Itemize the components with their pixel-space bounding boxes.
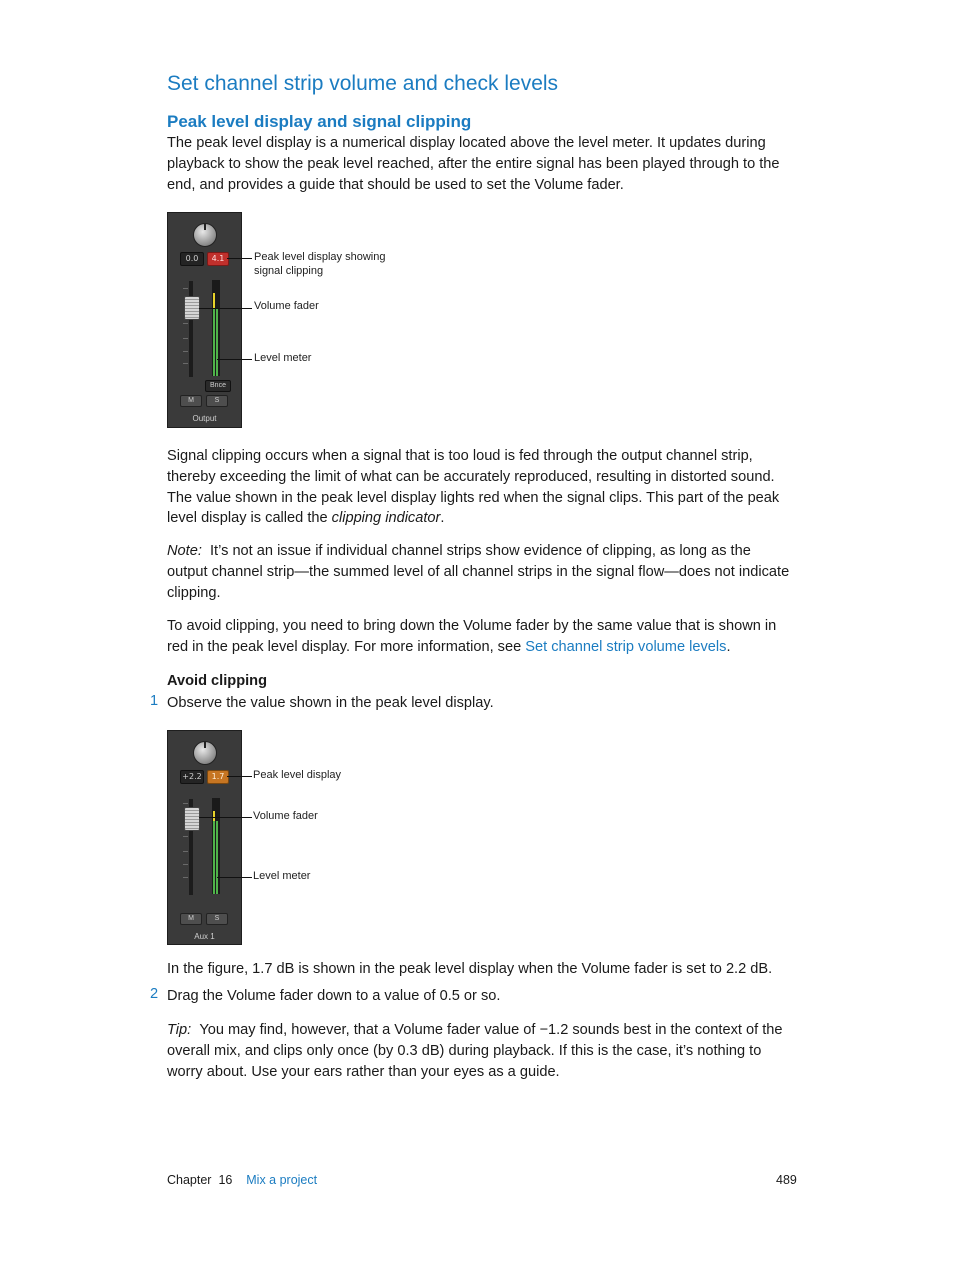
- strip-name: Aux 1: [194, 932, 215, 941]
- tip-label: Tip:: [167, 1022, 192, 1038]
- callout-leader: [227, 258, 252, 259]
- callout-peak-level-display: Peak level display: [253, 769, 342, 781]
- clipping-paragraph: [167, 446, 792, 529]
- peak-level-display[interactable]: 4.1: [207, 252, 229, 266]
- callout-leader: [199, 308, 252, 309]
- scale-tick: [183, 803, 188, 804]
- callout-volume-fader: Volume fader: [253, 810, 318, 822]
- scale-tick: [183, 864, 188, 865]
- callout-leader: [217, 877, 252, 878]
- chapter-number: 16: [218, 1173, 233, 1187]
- knob-indicator: [204, 224, 206, 230]
- scale-tick: [183, 323, 188, 324]
- scale-tick: [183, 836, 188, 837]
- knob-indicator: [204, 742, 206, 748]
- callout-leader: [217, 359, 252, 360]
- avoid-end: .: [726, 638, 731, 655]
- clipping-end: .: [440, 510, 445, 527]
- scale-tick: [183, 363, 188, 364]
- strip-name: Output: [192, 414, 217, 423]
- chapter-title-link[interactable]: Mix a project: [246, 1173, 318, 1187]
- volume-value-display: 0.0: [180, 252, 204, 266]
- task-title: Avoid clipping: [167, 673, 267, 689]
- bounce-button[interactable]: Bnce: [205, 380, 231, 392]
- section-heading: Peak level display and signal clipping: [167, 112, 472, 131]
- step-text: Observe the value shown in the peak level display.: [167, 695, 494, 711]
- output-channel-strip: [167, 212, 242, 428]
- scale-tick: [183, 288, 188, 289]
- peak-level-display[interactable]: 1.7: [207, 770, 229, 784]
- mute-button[interactable]: M: [180, 913, 202, 925]
- scale-tick: [183, 851, 188, 852]
- meter-bar-left-yellow: [213, 811, 215, 821]
- note-label: Note:: [167, 543, 202, 559]
- step-number: 2: [150, 986, 159, 1002]
- clipping-text: Signal clipping occurs when a signal that is too loud is fed through the output channel strip, thereby exceeding the limit of what can be accurately reproduced, resulting in distorted sound. The value shown in the peak level display lights red when the signal clips. This part of the peak level display is called the: [167, 448, 780, 527]
- tip-text: You may find, however, that a Volume fader value of −1.2 sounds best in the context of the overall mix, and clips only once (by 0.3 dB) during playback. If this is the case, it’s nothing to worry about. Use your ears rather than your eyes as a guide.: [167, 1022, 783, 1080]
- volume-fader[interactable]: [184, 807, 200, 831]
- callout-peak-level-clipping-line1: Peak level display showing: [254, 251, 386, 263]
- step-number: 1: [150, 693, 159, 709]
- callout-level-meter: Level meter: [254, 352, 312, 364]
- scale-tick: [183, 338, 188, 339]
- meter-bar-right: [216, 309, 218, 376]
- callout-leader: [199, 817, 252, 818]
- mute-button[interactable]: M: [180, 395, 202, 407]
- meter-bar-right: [216, 821, 218, 894]
- avoid-paragraph: [167, 616, 792, 658]
- callout-leader: [227, 776, 252, 777]
- chapter-label: Chapter: [167, 1173, 212, 1187]
- meter-bar-left-green: [213, 309, 215, 376]
- avoid-text: To avoid clipping, you need to bring down the Volume fader by the same value that is shown in red in the peak level display. For more information, see: [167, 618, 777, 655]
- scale-tick: [183, 351, 188, 352]
- page-number: 489: [776, 1173, 797, 1187]
- intro-paragraph: The peak level display is a numerical display located above the level meter. It updates during playback to show the peak level reached, after the entire signal has been played through to the end, and provides a guide that should be used to set the Volume fader.: [167, 135, 780, 193]
- volume-value-display: +2.2: [180, 770, 204, 784]
- tip-paragraph: [167, 1020, 792, 1082]
- callout-level-meter: Level meter: [253, 870, 311, 882]
- volume-fader[interactable]: [184, 296, 200, 320]
- aux-channel-strip: [167, 730, 242, 945]
- meter-bar-left: [213, 821, 215, 894]
- volume-levels-link[interactable]: Set channel strip volume levels: [525, 638, 727, 655]
- solo-button[interactable]: S: [206, 913, 228, 925]
- note-text: It’s not an issue if individual channel strips show evidence of clipping, as long as the output channel strip—the summed level of all channel strips in the signal flow—does not indicate clipping.: [167, 543, 790, 601]
- solo-button[interactable]: S: [206, 395, 228, 407]
- step-text: Drag the Volume fader down to a value of 0.5 or so.: [167, 988, 501, 1004]
- callout-volume-fader: Volume fader: [254, 300, 319, 312]
- page-title: Set channel strip volume and check levels: [167, 72, 559, 95]
- clipping-emphasis: clipping indicator: [331, 510, 441, 527]
- callout-peak-level-clipping-line2: signal clipping: [254, 265, 324, 277]
- footer-chapter: [167, 1173, 317, 1187]
- scale-tick: [183, 877, 188, 878]
- note-paragraph: [167, 541, 792, 603]
- figure-caption: In the figure, 1.7 dB is shown in the peak level display when the Volume fader is set to 2.2 dB.: [167, 961, 773, 977]
